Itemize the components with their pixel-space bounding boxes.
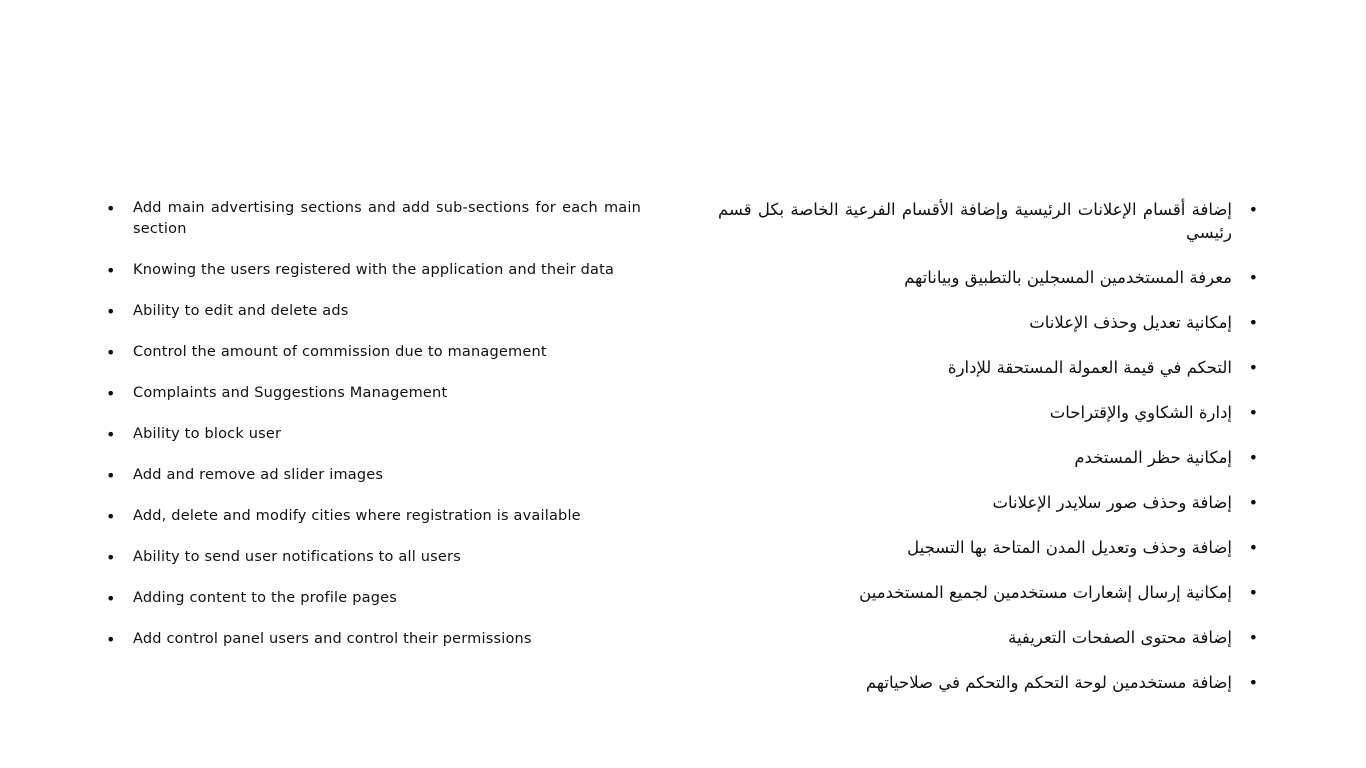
list-item	[105, 465, 641, 486]
bullet-icon: •	[106, 384, 116, 403]
feature-text: إضافة وحذف صور سلايدر الإعلانات	[992, 493, 1232, 512]
bullet-icon: •	[106, 199, 116, 218]
list-item	[105, 588, 641, 609]
english-feature-list	[105, 198, 641, 670]
list-item	[718, 446, 1258, 469]
list-item	[718, 581, 1258, 604]
feature-text: Knowing the users registered with the application and their data	[133, 262, 615, 278]
bullet-icon: •	[1248, 268, 1258, 287]
feature-text: إدارة الشكاوي والإقتراحات	[1049, 403, 1232, 422]
bullet-icon: •	[1248, 673, 1258, 692]
feature-text: إضافة مستخدمين لوحة التحكم والتحكم في صلاحياتهم	[865, 673, 1232, 692]
list-item	[105, 198, 641, 240]
feature-text: إضافة محتوى الصفحات التعريفية	[1008, 628, 1232, 647]
list-item	[718, 536, 1258, 559]
list-item	[105, 383, 641, 404]
list-item	[718, 356, 1258, 379]
list-item	[718, 626, 1258, 649]
list-item	[718, 198, 1258, 244]
bullet-icon: •	[1248, 493, 1258, 512]
list-item	[718, 311, 1258, 334]
feature-text: إمكانية إرسال إشعارات مستخدمين لجميع المستخدمين	[859, 583, 1232, 602]
feature-text: Adding content to the profile pages	[133, 590, 397, 606]
feature-text: Complaints and Suggestions Management	[133, 385, 448, 401]
bullet-icon: •	[1248, 200, 1258, 219]
feature-text: Add and remove ad slider images	[133, 467, 384, 483]
feature-text: Ability to block user	[133, 426, 282, 442]
feature-text: Control the amount of commission due to management	[133, 344, 547, 360]
bullet-icon: •	[1248, 358, 1258, 377]
bullet-icon: •	[106, 466, 116, 485]
bullet-icon: •	[106, 548, 116, 567]
list-item	[105, 547, 641, 568]
feature-text: إمكانية حظر المستخدم	[1074, 448, 1232, 467]
bullet-icon: •	[106, 343, 116, 362]
list-item	[105, 260, 641, 281]
feature-text: التحكم في قيمة العمولة المستحقة للإدارة	[947, 358, 1232, 377]
bullet-icon: •	[1248, 313, 1258, 332]
list-item	[718, 266, 1258, 289]
bullet-icon: •	[106, 507, 116, 526]
feature-text: إضافة وحذف وتعديل المدن المتاحة بها التسجيل	[907, 538, 1232, 557]
feature-text: Ability to edit and delete ads	[133, 303, 349, 319]
list-item	[105, 342, 641, 363]
list-item	[718, 491, 1258, 514]
feature-text: Ability to send user notifications to all users	[133, 549, 461, 565]
list-item	[718, 671, 1258, 694]
bullet-icon: •	[1248, 448, 1258, 467]
bullet-icon: •	[1248, 628, 1258, 647]
bullet-icon: •	[1248, 403, 1258, 422]
bullet-icon: •	[106, 261, 116, 280]
feature-text: معرفة المستخدمين المسجلين بالتطبيق وبياناتهم	[904, 268, 1232, 287]
feature-text: إضافة أقسام الإعلانات الرئيسية وإضافة الأقسام الفرعية الخاصة بكل قسم رئيسي	[718, 200, 1232, 242]
feature-text: Add, delete and modify cities where registration is available	[133, 508, 581, 524]
bullet-icon: •	[1248, 583, 1258, 602]
list-item	[105, 506, 641, 527]
bullet-icon: •	[106, 589, 116, 608]
list-item	[718, 401, 1258, 424]
bullet-icon: •	[106, 302, 116, 321]
list-item	[105, 629, 641, 650]
arabic-feature-list	[718, 198, 1258, 716]
list-item	[105, 301, 641, 322]
bullet-icon: •	[1248, 538, 1258, 557]
bullet-icon: •	[106, 630, 116, 649]
feature-text: Add main advertising sections and add sub-sections for each main section	[133, 200, 641, 237]
list-item	[105, 424, 641, 445]
feature-text: إمكانية تعديل وحذف الإعلانات	[1029, 313, 1232, 332]
feature-text: Add control panel users and control their permissions	[133, 631, 532, 647]
bullet-icon: •	[106, 425, 116, 444]
